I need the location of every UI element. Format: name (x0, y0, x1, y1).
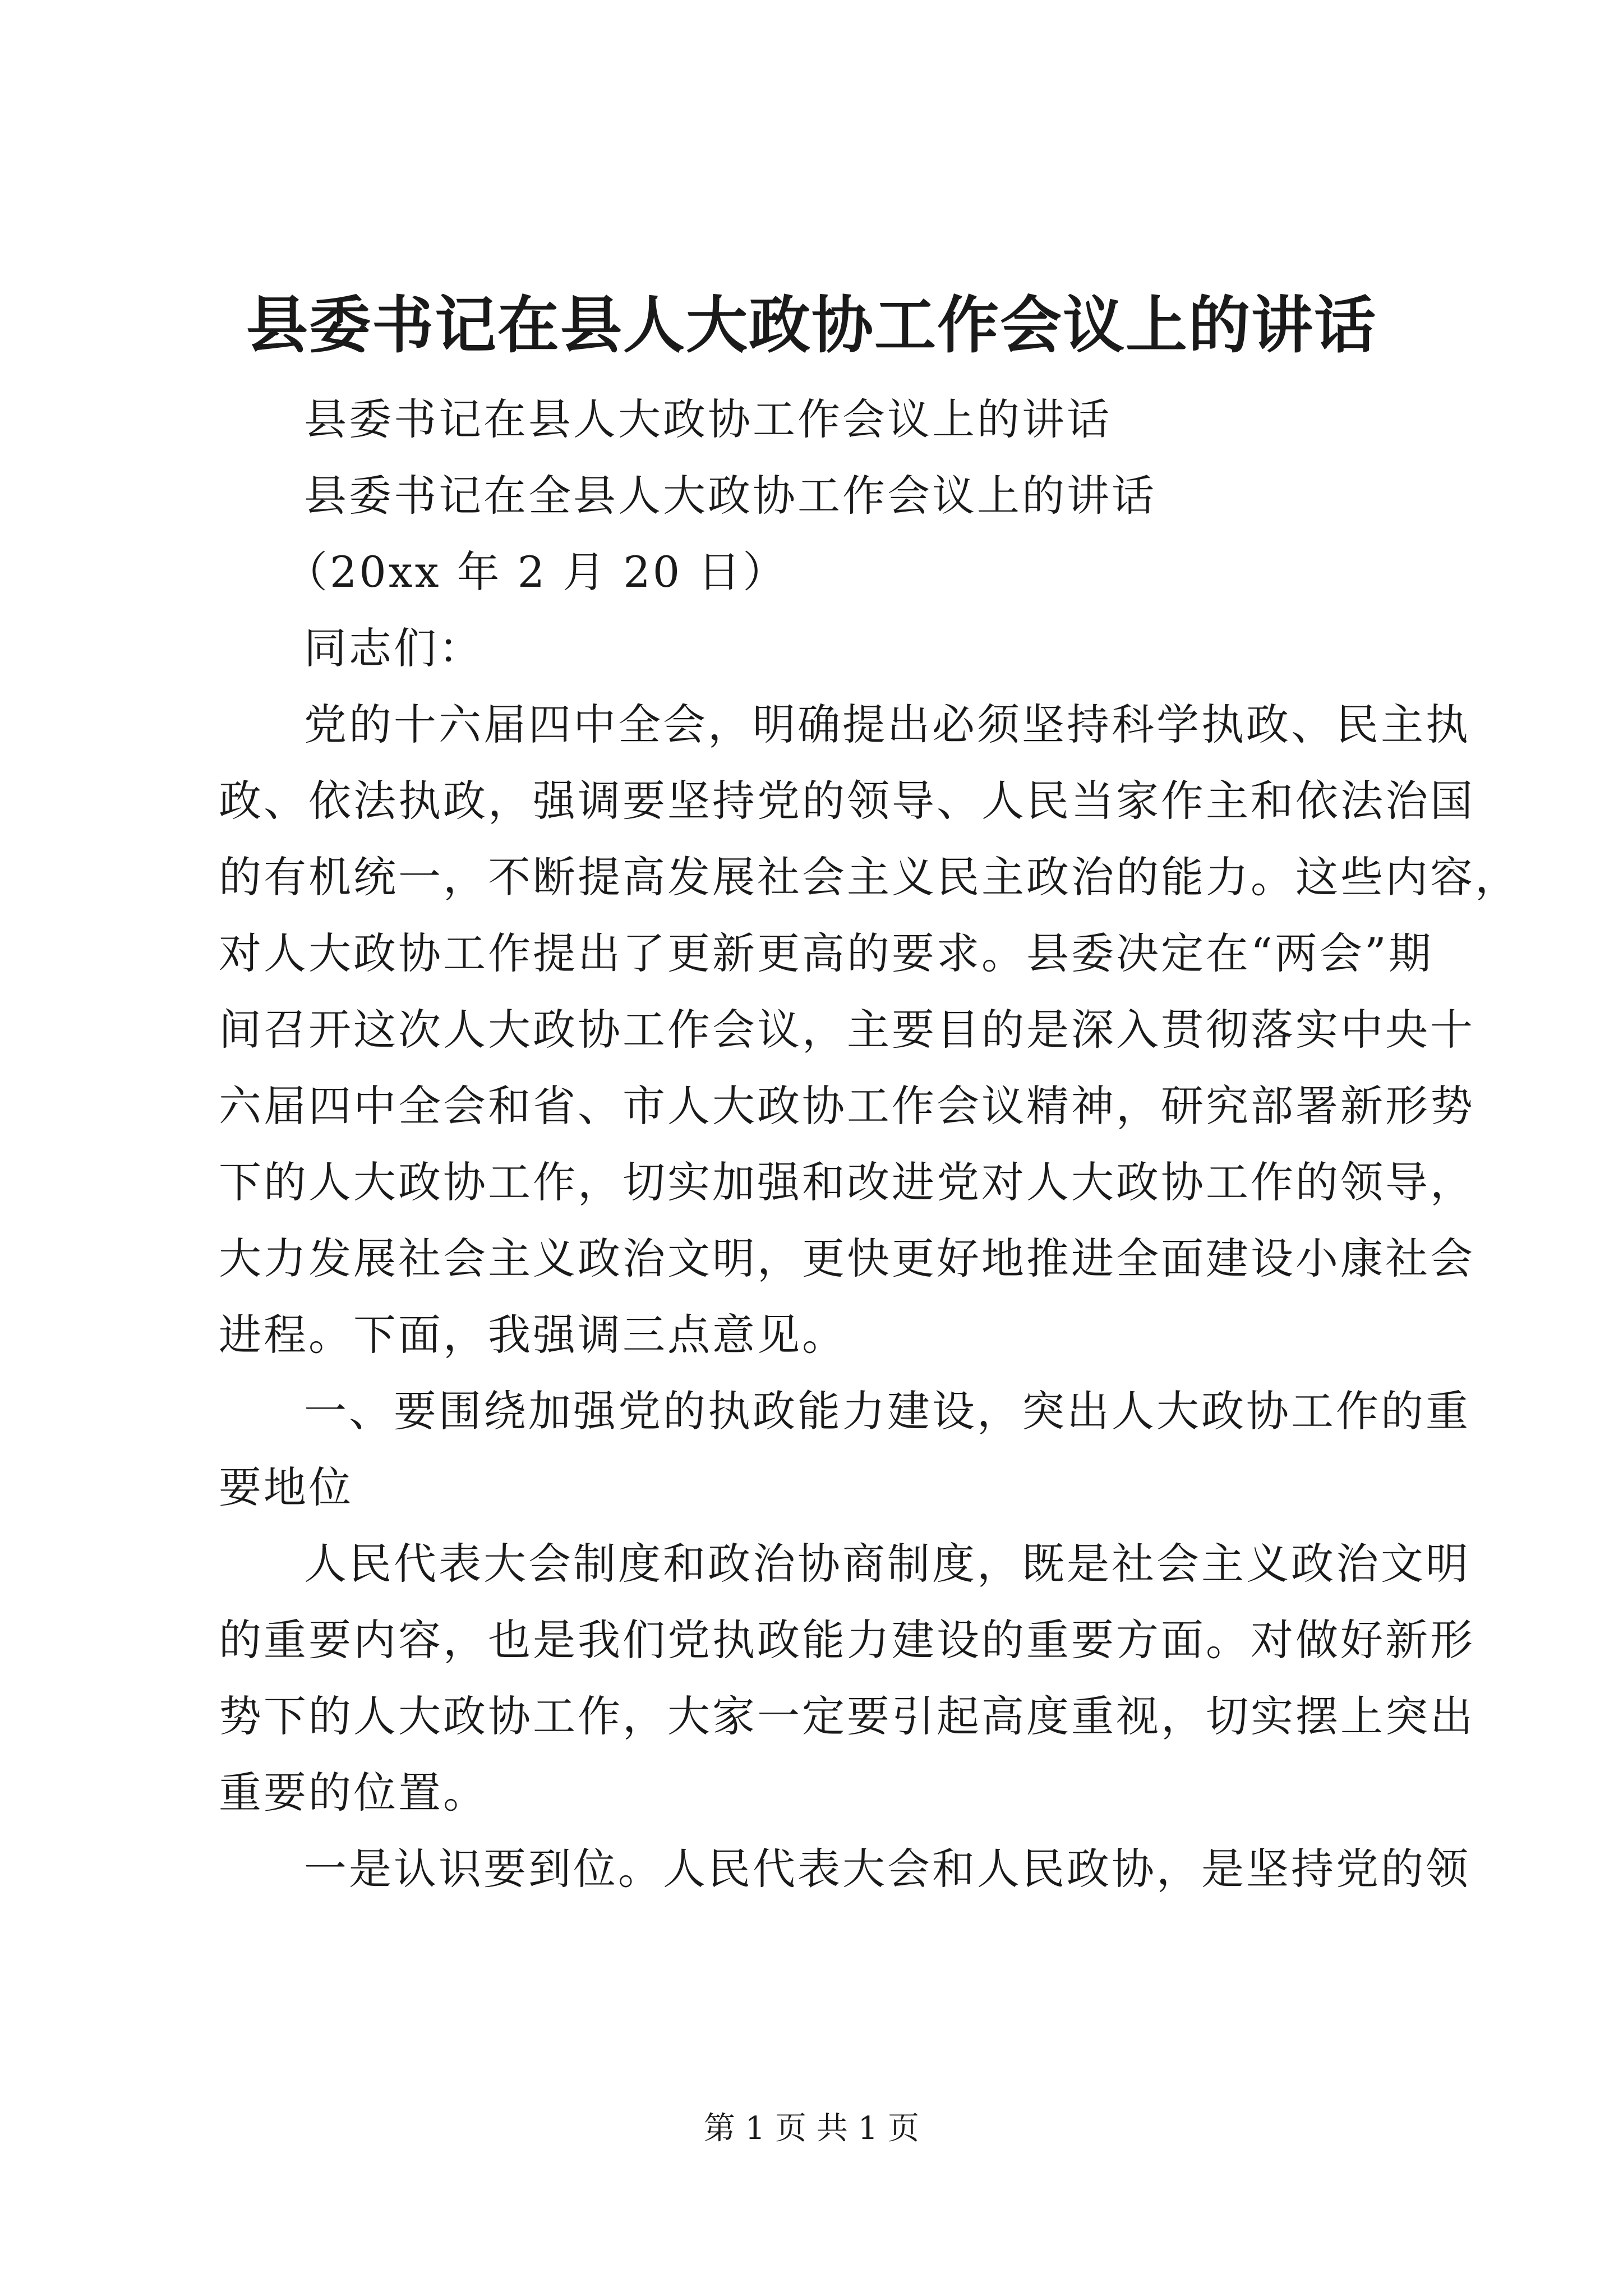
document-body (219, 381, 1520, 1907)
paragraph-line: 党的十六届四中全会，明确提出必须坚持科学执政、民主执 (304, 700, 1470, 749)
paragraph-line: 间召开这次人大政协工作会议，主要目的是深入贯彻落实中央十 (219, 1005, 1475, 1055)
paragraph-line: 进程。下面，我强调三点意见。 (219, 1310, 847, 1360)
paragraph-line: 的重要内容，也是我们党执政能力建设的重要方面。对做好新形 (219, 1615, 1475, 1665)
document-title: 县委书记在县人大政协工作会议上的讲话 (246, 289, 1377, 361)
section-heading-line: 一、要围绕加强党的执政能力建设，突出人大政协工作的重 (304, 1386, 1470, 1436)
subtitle-line: 县委书记在县人大政协工作会议上的讲话 (304, 394, 1112, 444)
paragraph-line: 下的人大政协工作，切实加强和改进党对人大政协工作的领导， (219, 1157, 1475, 1207)
subtitle-line: 县委书记在全县人大政协工作会议上的讲话 (304, 471, 1156, 521)
section-heading-line: 要地位 (219, 1462, 353, 1512)
date-line: （20xx 年 2 月 20 日） (285, 547, 788, 597)
paragraph-line: 势下的人大政协工作，大家一定要引起高度重视，切实摆上突出 (219, 1691, 1475, 1741)
paragraph-line: 政、依法执政，强调要坚持党的领导、人民当家作主和依法治国 (219, 776, 1475, 826)
paragraph-line: 一是认识要到位。人民代表大会和人民政协，是坚持党的领 (304, 1844, 1470, 1894)
paragraph-line: 重要的位置。 (219, 1768, 488, 1818)
paragraph-line: 六届四中全会和省、市人大政协工作会议精神，研究部署新形势 (219, 1081, 1475, 1131)
page-footer: 第 1 页 共 1 页 (703, 2110, 920, 2147)
paragraph-line: 人民代表大会制度和政治协商制度，既是社会主义政治文明 (304, 1539, 1470, 1589)
paragraph-line: 的有机统一，不断提高发展社会主义民主政治的能力。这些内容， (219, 852, 1520, 902)
paragraph-line: 大力发展社会主义政治文明，更快更好地推进全面建设小康社会 (219, 1234, 1475, 1283)
salutation: 同志们： (304, 623, 483, 673)
paragraph-line: 对人大政协工作提出了更新更高的要求。县委决定在“两会”期 (219, 928, 1433, 978)
